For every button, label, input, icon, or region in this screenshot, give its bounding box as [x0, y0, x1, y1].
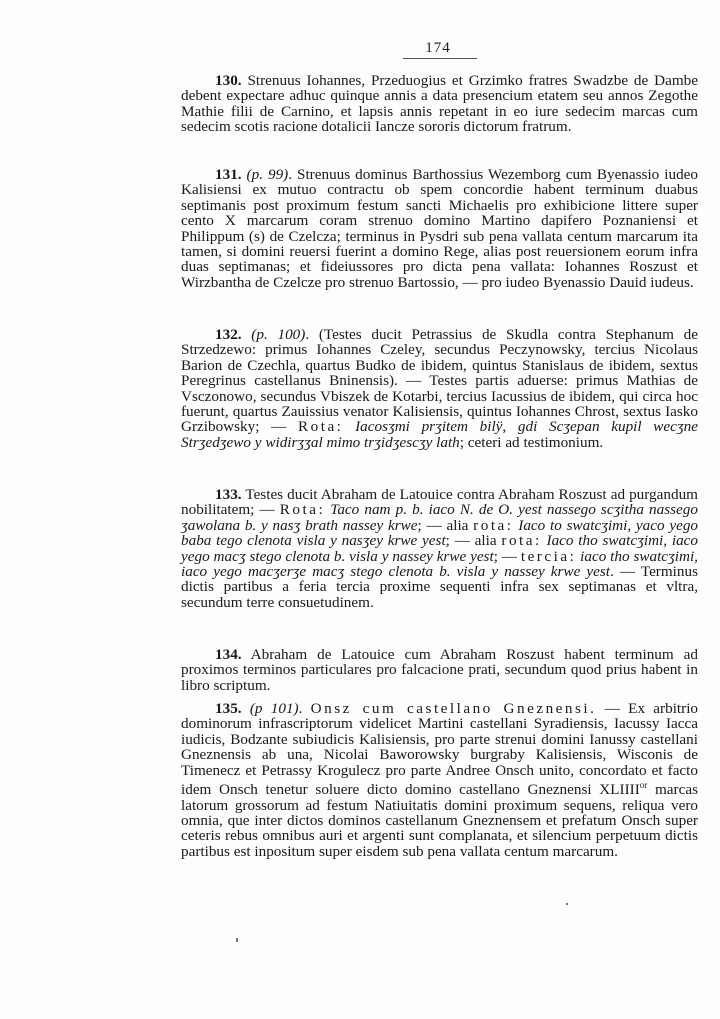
entry-130	[181, 73, 698, 135]
entry-132	[181, 327, 698, 450]
entry-text	[181, 701, 698, 859]
entry-text	[181, 327, 698, 450]
entry-131	[181, 167, 698, 290]
entry-text-segment: or	[639, 780, 648, 791]
italic-text: Iaco to swatcʒimi, yaco yego baba tego clenota visla y nasʒey krwe yest	[181, 516, 699, 550]
entry-text-segment: ; ceteri ad testimonium.	[459, 433, 604, 451]
italic-text: (p. 99)	[241, 166, 289, 183]
spaced-text: rota:	[501, 532, 542, 550]
italic-text: iaco tho swatcʒimi, iaco yego macʒerʒe macʒ stego clenota b. visla y nassey krwe yest	[181, 547, 698, 581]
entry-text	[181, 487, 698, 610]
page-number-rule	[403, 58, 477, 59]
entry-text-segment: ; — alia	[417, 516, 474, 534]
entry-133	[181, 487, 698, 610]
spaced-text: Rota:	[298, 418, 344, 436]
entry-text-segment: ; —	[493, 547, 521, 565]
entry-text-segment: — Ex arbitrio dominorum infrascriptorum videlicet Martini castellani Syradiensis, Iacussy Iacca iudicis, Bodzante subiudicis Kalisiensis, pro parte strenui domini Ianussy castellani Gneznensis ab una, Nicolai Baworowsky burgraby Kalisiensis, Wisconis de Timenecz et Petrassy Krogulecz pro parte Andree Onsch unito, concordato et facto idem Onsch tenetur soluere dicto domino castellano Gneznensi XLIIII	[181, 700, 699, 799]
entry-number: 131.	[215, 166, 242, 183]
italic-text: (p 101)	[241, 700, 299, 717]
page-number: 174	[425, 40, 451, 56]
entry-number: 130.	[215, 72, 242, 89]
entry-text-segment: . (Testes ducit Petrassius de Skudla contra Stephanum de Strzedzewo: primus Iohannes Czeley, secundus Peczynowsky, tercius Nicolaus Barion de Czechla, quartus Budko de ibidem, quintus Stanislaus de ibidem, sextus Peregrinus castellanus Bninensis). — Testes partis aduerse: primus Mathias de Vsczonowo, secundus Vbiszek de Kotarbi, tercius Iacussius de ibidem, qui circa hoc fuerunt, quartus Zauissius venator Kalisiensis, quintus Iohannes Chrost, sextus Iasko Grzibowsky; —	[181, 326, 698, 436]
spaced-text: Onsz cum castellano Gneznensi.	[310, 700, 597, 717]
entry-text-segment: . Strenuus dominus Barthossius Wezemborg cum Byenassio iudeo Kalisiensi ex mutuo contractu ob spem concordie habent terminum duabus septimanis post proximum festum sancti Michaelis pro exhibicione littere super cento X marcarum coram strenuo domino Martino dapifero Poznaniensi et Philippum (s) de Czelcza; terminus in Pysdri sub pena vallata centum marcarum ita tamen, si domini reuersi fuerint a domino Rege, alias post reuersionem eorum infra duas septimanas; et fideiussores pro dicta pena vallata: Iohannes Roszust et Wirzbantha de Czelcze pro strenuo Bartossio, — pro iudeo Byenassio Dauid iudeus.	[181, 166, 698, 291]
entry-text-segment: . — Terminus dictis partibus a feria tercia proxime sequenti infra sex septimanas et vltra, secundum terre consuetudinem.	[181, 563, 698, 611]
entry-text-segment: Abraham de Latouice cum Abraham Roszust habent terminum ad proximos terminos particulares pro falcacione prati, secundum quod prius habent in libro scriptum.	[181, 646, 698, 694]
entry-text	[181, 647, 698, 693]
entry-number: 132.	[215, 326, 242, 343]
scan-speck	[236, 938, 238, 942]
entry-135	[181, 701, 698, 859]
entry-134	[181, 647, 698, 693]
entry-text-segment: Testes ducit Abraham de Latouice contra Abraham Roszust ad purgandum nobilitatem; —	[181, 486, 698, 519]
entry-text-segment: ; — alia	[445, 532, 502, 550]
entry-text-segment: Strenuus Iohannes, Przeduogius et Grzimko fratres Swadzbe de Dambe debent expectare adhuc quinque annis a data presencium etatem seu annos Zegothe Mathie filii de Carnino, et lapsis annis repetant in eo iure sedecim marcas cum sedecim scotis racione dotalicii Iancze sororis dictorum fratrum.	[181, 72, 698, 136]
italic-text: (p. 100)	[241, 326, 306, 343]
entry-text-segment: marcas latorum grossorum ad festum Natiuitatis domini proximum sequens, reliqua vero omnia, que inter dictos dominos castellanum Gneznensem et prefatum Onsch super ceteris rebus omnibus auri et argenti sunt complanata, et silencium perpetuum dictis partibus est inpositum super eisdem sub pena vallata centum marcarum.	[181, 781, 698, 860]
entry-number: 135.	[215, 700, 242, 717]
spaced-text: Rota:	[279, 501, 326, 519]
italic-text: Iacosʒmi prʒitem bilÿ, gdi Scʒepan kupil wecʒne Strʒedʒewo y widirʒʒal mimo trʒidʒescʒy lath	[181, 418, 698, 451]
italic-text: Iaco tho swatcʒimi, iaco yego macʒ stego clenota b. visla y nassey krwe yest	[181, 532, 698, 565]
entry-text-segment: .	[298, 700, 311, 717]
spaced-text: rota:	[473, 516, 514, 534]
entry-number: 134.	[215, 646, 242, 663]
spaced-text: tercia:	[520, 547, 577, 565]
entry-text	[181, 167, 698, 290]
entry-number: 133.	[215, 486, 242, 503]
italic-text: Taco nam p. b. iaco N. de O. yest nassego scʒitha nassego ʒawolana b. y nasʒ brath nassey krwe	[181, 501, 698, 534]
scan-speck	[566, 903, 568, 905]
entry-text	[181, 73, 698, 135]
